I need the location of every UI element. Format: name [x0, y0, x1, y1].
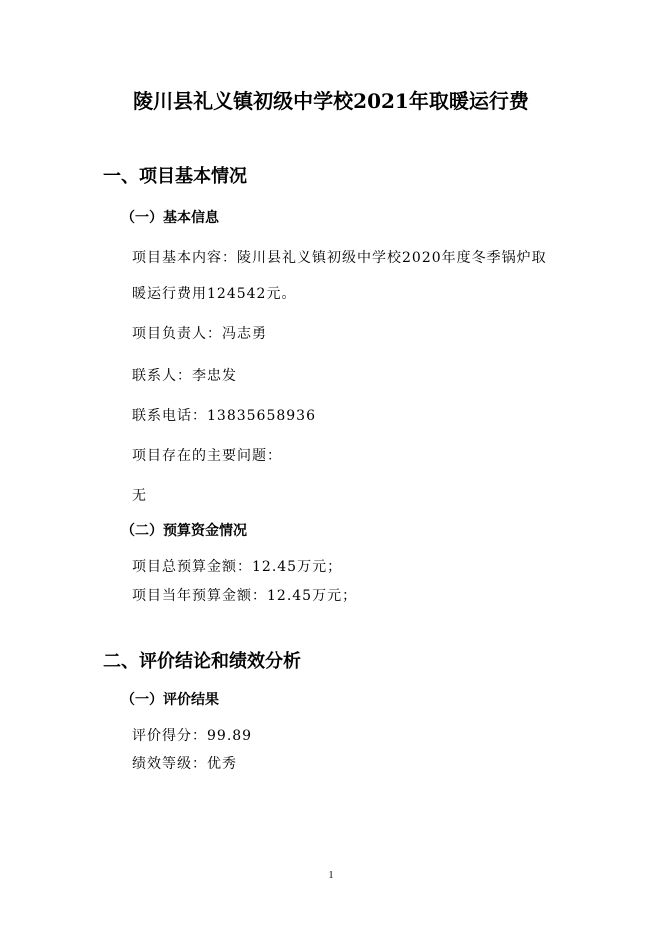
- total-budget: 项目总预算金额：12.45万元；: [132, 559, 343, 575]
- project-leader: 项目负责人：冯志勇: [132, 326, 267, 342]
- issues-value: 无: [132, 488, 147, 504]
- subsection-heading-basic-info: （一）基本信息: [121, 210, 219, 226]
- contact-person: 联系人：李忠发: [132, 368, 237, 384]
- contact-phone: 联系电话：13835658936: [132, 408, 316, 424]
- evaluation-score: 评价得分：99.89: [132, 728, 253, 744]
- page-number: 1: [328, 870, 334, 881]
- project-content-line-1: 项目基本内容：陵川县礼义镇初级中学校2020年度冬季锅炉取: [132, 250, 547, 266]
- subsection-heading-result: （一）评价结果: [121, 692, 219, 708]
- performance-grade: 绩效等级：优秀: [132, 756, 237, 772]
- section-heading-basic-info: 一、项目基本情况: [103, 166, 247, 187]
- project-content-line-2: 暖运行费用124542元。: [132, 286, 297, 302]
- issues-label: 项目存在的主要问题：: [132, 448, 282, 464]
- subsection-heading-budget: （二）预算资金情况: [121, 523, 247, 539]
- section-heading-evaluation: 二、评价结论和绩效分析: [103, 651, 301, 672]
- document-title: 陵川县礼义镇初级中学校2021年取暖运行费: [133, 89, 529, 113]
- year-budget: 项目当年预算金额：12.45万元；: [132, 588, 358, 604]
